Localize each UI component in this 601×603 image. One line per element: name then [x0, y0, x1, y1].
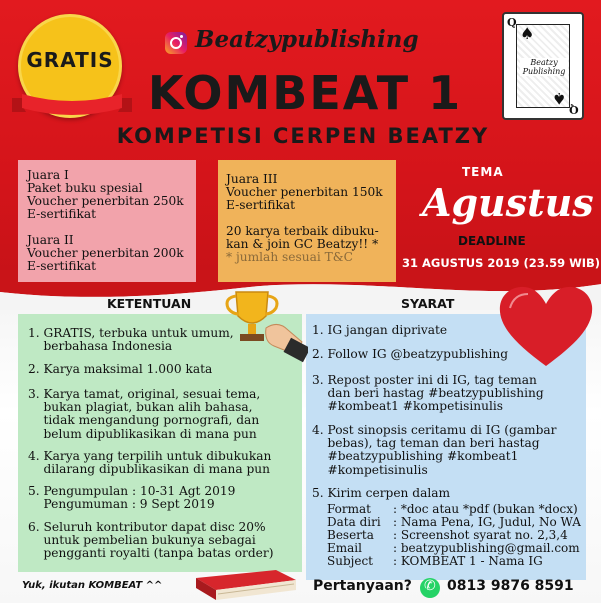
queen-card-image [502, 12, 584, 120]
ketentuan-item: 5. Pengumpulan : 10-31 Agt 2019 Pengumuman : 9 Sept 2019 [28, 484, 236, 512]
detail-key: Email [327, 541, 362, 555]
prize-line: Voucher penerbitan 250k [27, 194, 184, 208]
prize-line: Voucher penerbitan 200k [27, 246, 184, 260]
ketentuan-item: 4. Karya yang terpilih untuk dibukukan dilarang dipublikasikan di mana pun [28, 449, 272, 477]
ketentuan-item: 2. Karya maksimal 1.000 kata [28, 362, 213, 376]
syarat-item: 5. Kirim cerpen dalam [312, 486, 451, 500]
detail-key: Format [327, 502, 371, 516]
prize-box-1-2 [18, 160, 196, 282]
deadline-value: 31 AGUSTUS 2019 (23.59 WIB) [402, 256, 601, 270]
gratis-label: GRATIS [26, 48, 114, 72]
theme-value: Agustus [422, 180, 594, 225]
prize-line: Voucher penerbitan 150k [226, 185, 383, 199]
question-label: Pertanyaan? [313, 578, 412, 594]
spade-icon: ♠ [551, 89, 566, 108]
submission-details [327, 503, 581, 568]
prize-line: Paket buku spesial [27, 181, 143, 195]
ribbon-icon [12, 92, 132, 118]
ketentuan-list [28, 327, 298, 572]
card-rank-top: Q [507, 16, 517, 29]
brand-name: Beatzypublishing [195, 26, 419, 53]
prize-line: E-sertifikat [27, 207, 97, 221]
syarat-item: 1. IG jangan diprivate [312, 323, 448, 337]
theme-label: TEMA [462, 165, 504, 179]
ketentuan-item: 1. GRATIS, terbuka untuk umum, berbahasa Indonesia [28, 326, 234, 354]
deadline-label: DEADLINE [458, 234, 526, 248]
prize-line: Juara III [226, 172, 278, 186]
prize-line: E-sertifikat [226, 198, 296, 212]
syarat-heading: SYARAT [401, 296, 455, 311]
detail-value: : beatzypublishing@gmail.com [393, 541, 580, 555]
prize-line: 20 karya terbaik dibuku- [226, 224, 379, 238]
prize-line: kan & join GC Beatzy!! * [226, 237, 379, 251]
invite-text: Yuk, ikutan KOMBEAT ^^ [22, 580, 163, 591]
detail-value: : KOMBEAT 1 - Nama IG [393, 554, 543, 568]
ketentuan-item: 6. Seluruh kontributor dapat disc 20% untuk pembelian bukunya sebagai pengganti royalti (tanpa batas order) [28, 520, 274, 561]
detail-value: : *doc atau *pdf (bukan *docx) [393, 502, 578, 516]
whatsapp-icon [420, 578, 440, 598]
detail-key: Data diri [327, 515, 381, 529]
ketentuan-item: 3. Karya tamat, original, sesuai tema, bukan plagiat, bukan alih bahasa, tidak mengandung pornografi, dan belum dipublikasikan di mana pun [28, 387, 261, 441]
page-title: KOMBEAT 1 [147, 66, 463, 120]
syarat-item: 3. Repost poster ini di IG, tag teman dan beri hastag #beatzypublishing #kombeat1 #kompetisinulis [312, 373, 544, 414]
detail-key: Subject [327, 554, 373, 568]
detail-value: : Nama Pena, IG, Judul, No WA [393, 515, 581, 529]
detail-row [327, 555, 581, 568]
card-rank-bottom: Q [569, 103, 579, 116]
syarat-item: 4. Post sinopsis ceritamu di IG (gambar bebas), tag teman dan beri hastag #beatzypublishing #kombeat1 #kompetisinulis [312, 423, 557, 477]
ketentuan-heading: KETENTUAN [107, 296, 192, 311]
card-label: Beatzy Publishing [520, 58, 568, 76]
prize-box-3 [218, 160, 396, 282]
book-icon [192, 566, 300, 602]
syarat-item: 2. Follow IG @beatzypublishing [312, 347, 509, 361]
phone-number[interactable]: 0813 9876 8591 [447, 578, 574, 594]
detail-value: : Screenshot syarat no. 2,3,4 [393, 528, 568, 542]
detail-key: Beserta [327, 528, 374, 542]
page-subtitle: KOMPETISI CERPEN BEATZY [116, 124, 490, 148]
prize-note: * jumlah sesuai T&C [226, 250, 353, 264]
instagram-icon [165, 32, 187, 54]
prize-line: Juara II [27, 233, 74, 247]
spade-icon: ♠ [520, 24, 535, 43]
prize-line: Juara I [27, 168, 69, 182]
syarat-list [312, 324, 582, 504]
prize-line: E-sertifikat [27, 259, 97, 273]
